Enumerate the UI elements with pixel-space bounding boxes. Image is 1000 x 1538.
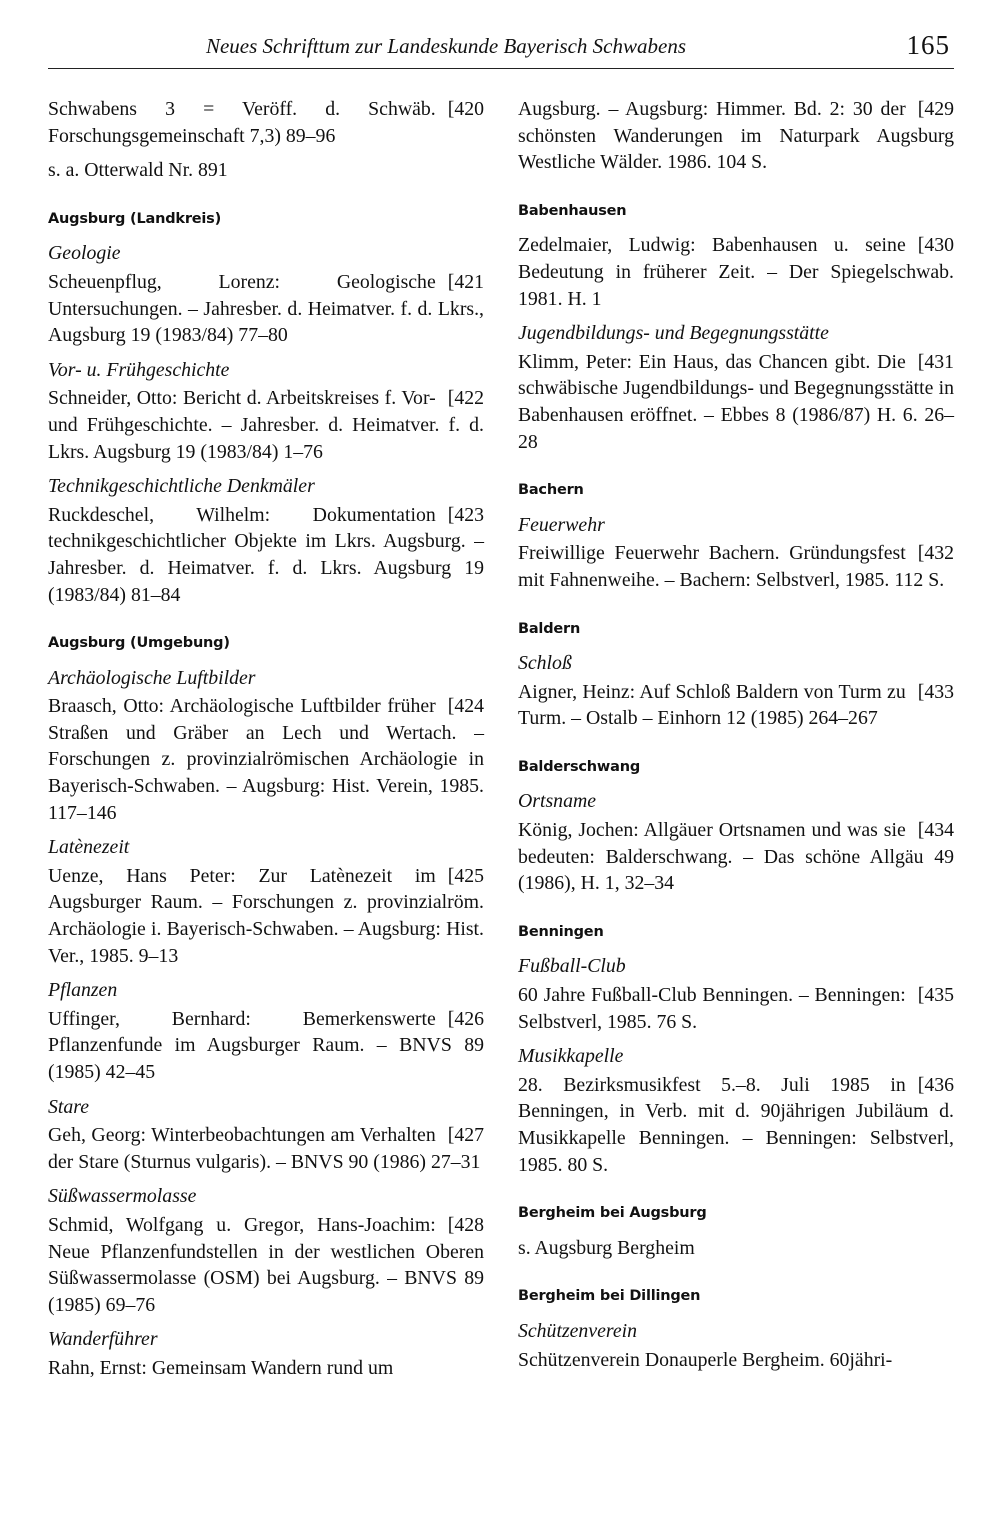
bib-entry-431 [518, 349, 954, 455]
bib-entry-436 [518, 1072, 954, 1178]
entry-text: 28. Bezirksmusikfest 5.–8. Juli 1985 in Benningen, in Verb. mit d. 90jährigen Jubiläum d. Musikkapelle Benningen. – Benningen: Selbstverl, 1985. 80 S. [518, 1073, 954, 1176]
subheading-technik-denkmaeler: Technikgeschichtliche Denkmäler [48, 475, 315, 498]
section-heading-bachern: Bachern [518, 482, 584, 499]
entry-number: [422 [447, 387, 484, 410]
entry-number: [423 [447, 503, 484, 526]
section-heading-balderschwang: Balderschwang [518, 758, 641, 775]
bib-entry-420 [48, 96, 484, 149]
bib-entry-434 [518, 817, 954, 897]
bib-entry-426 [48, 1006, 484, 1086]
bib-entry-427 [48, 1122, 484, 1175]
subheading-wanderfuehrer: Wanderführer [48, 1328, 158, 1351]
entry-text: Schwabens 3 = Veröff. d. Schwäb. Forschungsgemeinschaft 7,3) 89–96 [48, 98, 436, 147]
entry-text: Schmid, Wolfgang u. Gregor, Hans-Joachim: Neue Pflanzenfundstellen in der westlichen Oberen Süßwassermolasse (OSM) bei Augsburg. – BNVS 89 (1985) 69–76 [48, 1213, 484, 1316]
entry-number: [436 [917, 1073, 954, 1096]
entry-text: Klimm, Peter: Ein Haus, das Chancen gibt. Die schwäbische Jugendbildungs- und Begegnungsstätte in Babenhausen eröffnet. – Ebbes 8 (1986/87) H. 6. 26–28 [518, 350, 954, 453]
entry-text: 60 Jahre Fußball-Club Benningen. – Benningen: Selbstverl, 1985. 76 S. [518, 984, 906, 1033]
entry-text: Uffinger, Bernhard: Bemerkenswerte Pflanzenfunde im Augsburger Raum. – BNVS 89 (1985) 42–45 [48, 1007, 484, 1083]
running-header [48, 30, 954, 69]
section-heading-babenhausen: Babenhausen [518, 202, 627, 219]
entry-text: Geh, Georg: Winterbeobachtungen am Verhalten der Stare (Sturnus vulgaris). – BNVS 90 (1986) 27–31 [48, 1124, 481, 1173]
entry-text: Augsburg. – Augsburg: Himmer. Bd. 2: 30 der schönsten Wanderungen im Naturpark Augsburg Westliche Wälder. 1986. 104 S. [518, 98, 954, 174]
section-heading-augsburg-landkreis: Augsburg (Landkreis) [48, 210, 222, 227]
section-heading-bergheim-dillingen: Bergheim bei Dillingen [518, 1288, 701, 1305]
subheading-suesswassermolasse: Süßwassermolasse [48, 1185, 197, 1208]
bib-entry-423 [48, 502, 484, 608]
entry-text: Braasch, Otto: Archäologische Luftbilder früher Straßen und Gräber an Lech und Wertach. – Forschungen z. provinzialrömischen Archäologie in Bayerisch-Schwaben. – Augsburg: Hist. Verein, 1985. 117–146 [48, 695, 484, 824]
running-title: Neues Schrifttum zur Landeskunde Bayerisch Schwabens [205, 34, 687, 58]
bib-entry-437-start: Schützenverein Donauperle Bergheim. 60jähri- [518, 1348, 893, 1371]
bib-entry-421 [48, 269, 484, 349]
subheading-fussball-club: Fußball-Club [518, 955, 626, 978]
subheading-luftbilder: Archäologische Luftbilder [48, 666, 256, 689]
bib-entry-429-start: Rahn, Ernst: Gemeinsam Wandern rund um [48, 1356, 394, 1379]
entry-text: Ruckdeschel, Wilhelm: Dokumentation technikgeschichtlicher Objekte im Lkrs. Augsburg. – Jahresber. d. Heimatver. f. d. Lkrs. Augsburg 19 (1983/84) 81–84 [48, 503, 484, 606]
bib-entry-429-cont [518, 96, 954, 176]
section-heading-benningen: Benningen [518, 923, 604, 940]
entry-number: [421 [447, 270, 484, 293]
entry-number: [427 [447, 1124, 484, 1147]
subheading-feuerwehr: Feuerwehr [518, 513, 605, 536]
page-number: 165 [906, 30, 950, 60]
entry-text: Freiwillige Feuerwehr Bachern. Gründungsfest mit Fahnenweihe. – Bachern: Selbstverl, 1985. 112 S. [518, 542, 945, 591]
subheading-vor-fruehgeschichte: Vor- u. Frühgeschichte [48, 358, 230, 381]
section-heading-baldern: Baldern [518, 620, 581, 637]
section-heading-bergheim-augsburg: Bergheim bei Augsburg [518, 1205, 707, 1222]
entry-number: [420 [447, 98, 484, 120]
right-column [518, 96, 954, 1381]
entry-text: Aigner, Heinz: Auf Schloß Baldern von Turm zu Turm. – Ostalb – Einhorn 12 (1985) 264–267 [518, 680, 906, 730]
bib-entry-432 [518, 540, 954, 593]
entry-number: [429 [917, 98, 954, 120]
entry-number: [433 [917, 680, 954, 703]
section-heading-augsburg-umgebung: Augsburg (Umgebung) [48, 635, 230, 652]
entry-number: [424 [447, 695, 484, 718]
entry-number: [428 [447, 1213, 484, 1236]
bib-entry-430 [518, 232, 954, 312]
subheading-stare: Stare [48, 1095, 90, 1118]
subheading-ortsname: Ortsname [518, 790, 597, 813]
subheading-pflanzen: Pflanzen [48, 979, 118, 1002]
bib-entry-422 [48, 385, 484, 465]
see-also-reference: s. a. Otterwald Nr. 891 [48, 159, 228, 182]
left-column [48, 96, 484, 1390]
subheading-schloss: Schloß [518, 652, 572, 675]
subheading-latenezeit: Latènezeit [48, 836, 130, 859]
entry-number: [431 [917, 350, 954, 373]
entry-number: [426 [447, 1007, 484, 1030]
bib-entry-435 [518, 982, 954, 1035]
bib-entry-428 [48, 1212, 484, 1318]
subheading-geologie: Geologie [48, 242, 121, 265]
entry-number: [425 [447, 864, 484, 887]
entry-text: Zedelmaier, Ludwig: Babenhausen u. seine Bedeutung in früherer Zeit. – Der Spiegelschwab. 1981. H. 1 [518, 234, 954, 310]
entry-text: Scheuenpflug, Lorenz: Geologische Untersuchungen. – Jahresber. d. Heimatver. f. d. Lkrs., Augsburg 19 (1983/84) 77–80 [48, 270, 484, 347]
subheading-musikkapelle: Musikkapelle [518, 1045, 624, 1068]
bib-entry-424 [48, 693, 484, 826]
entry-text: König, Jochen: Allgäuer Ortsnamen und was sie bedeuten: Balderschwang. – Das schöne Allgäu 49 (1986), H. 1, 32–34 [518, 819, 954, 895]
entry-number: [434 [917, 819, 954, 842]
entry-text: Uenze, Hans Peter: Zur Latènezeit im Augsburger Raum. – Forschungen z. provinzialröm. Archäologie i. Bayerisch-Schwaben. – Augsburg: Hist. Ver., 1985. 9–13 [48, 864, 484, 967]
entry-number: [435 [917, 984, 954, 1007]
entry-number: [432 [917, 542, 954, 565]
bib-entry-425 [48, 863, 484, 969]
entry-text: Schneider, Otto: Bericht d. Arbeitskreises f. Vor- und Frühgeschichte. – Jahresber. d. Heimatver. f. d. Lkrs. Augsburg 19 (1983/84) 1–76 [48, 387, 484, 463]
entry-number: [430 [917, 234, 954, 257]
subheading-schuetzenverein: Schützenverein [518, 1319, 638, 1342]
bib-entry-433 [518, 679, 954, 732]
subheading-jugendbildung: Jugendbildungs- und Begegnungsstätte [518, 322, 829, 345]
see-reference: s. Augsburg Bergheim [518, 1236, 695, 1259]
